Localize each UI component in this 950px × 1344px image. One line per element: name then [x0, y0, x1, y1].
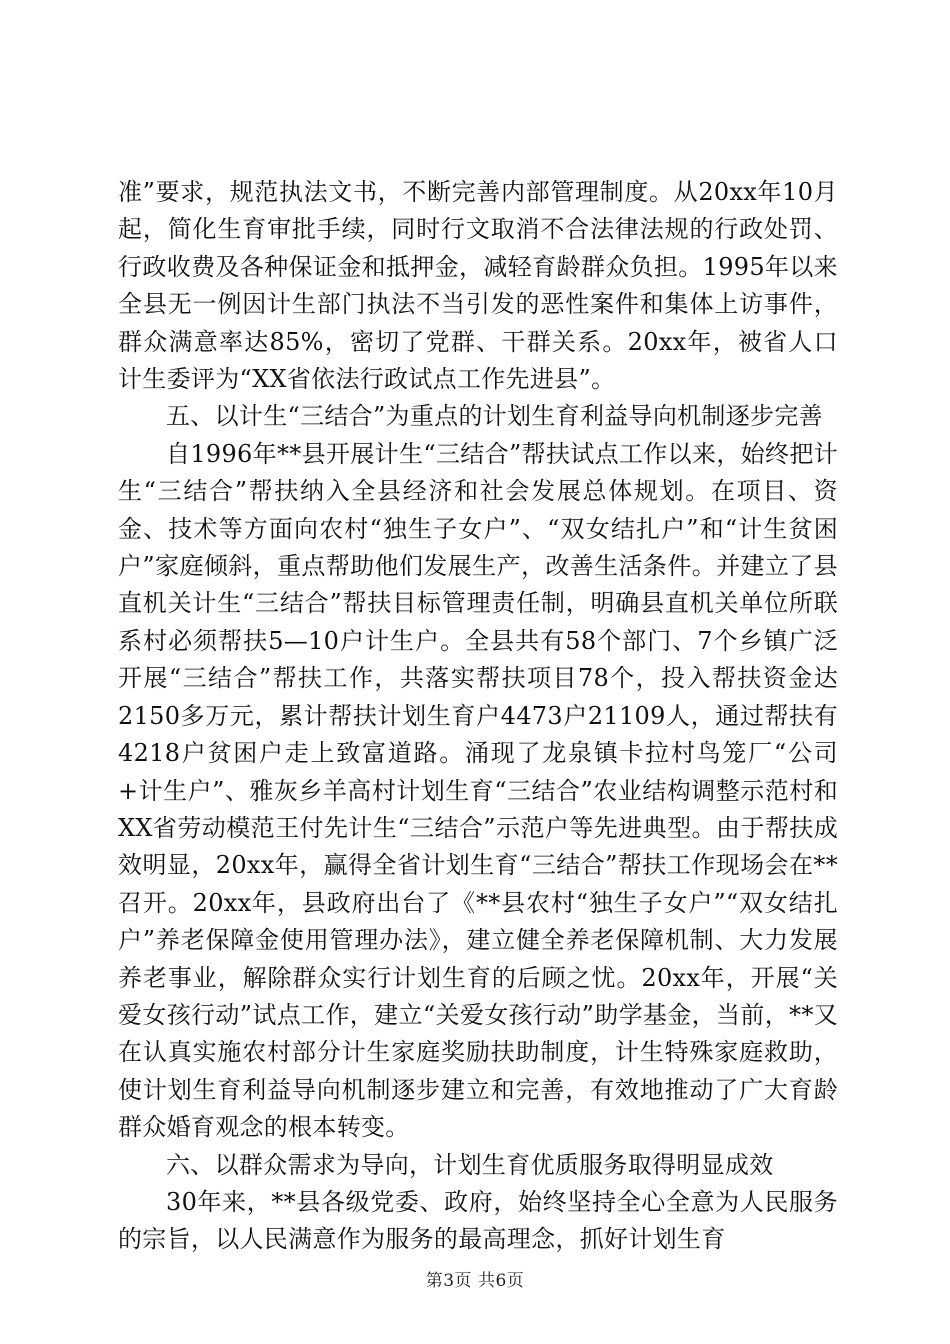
section-heading-five: 五、以计生“三结合”为重点的计划生育利益导向机制逐步完善: [166, 402, 823, 431]
document-body: [118, 174, 838, 1259]
paragraph-three-combinations: 自1996年**县开展计生“三结合”帮扶试点工作以来，始终把计生“三结合”帮扶纳入全县经济和社会发展总体规划。在项目、资金、技术等方面向农村“独生子女户”、“双女结扎户”和“计生贫困户”家庭倾斜，重点帮助他们发展生产，改善生活条件。并建立了县直机关计生“三结合”帮扶目标管理责任制，明确县直机关单位所联系村必须帮扶5—10户计生户。全县共有58个部门、7个乡镇广泛开展“三结合”帮扶工作，共落实帮扶项目78个，投入帮扶资金达2150多万元，累计帮扶计划生育户4473户21109人，通过帮扶有4218户贫困户走上致富道路。涌现了龙泉镇卡拉村鸟笼厂“公司+计生户”、雅灰乡羊高村计划生育“三结合”农业结构调整示范村和XX省劳动模范王付先计生“三结合”示范户等先进典型。由于帮扶成效明显，20xx年，赢得全省计划生育“三结合”帮扶工作现场会在**召开。20xx年，县政府出台了《**县农村“独生子女户”“双女结扎户”养老保障金使用管理办法》，建立健全养老保障机制、大力发展养老事业，解除群众实行计划生育的后顾之忧。20xx年，开展“关爱女孩行动”试点工作，建立“关爱女孩行动”助学基金，当前，**又在认真实施农村部分计生家庭奖励扶助制度，计生特殊家庭救助，使计划生育利益导向机制逐步建立和完善，有效地推动了广大育龄群众婚育观念的根本转变。: [118, 439, 838, 1142]
section-heading-six: 六、以群众需求为导向，计划生育优质服务取得明显成效: [166, 1150, 774, 1179]
page-footer: 第3页 共6页: [425, 1271, 525, 1291]
paragraph-quality-service: 30年来，**县各级党委、政府，始终坚持全心全意为人民服务的宗旨，以人民满意作为服务的最高理念，抓好计划生育: [118, 1187, 838, 1254]
paragraph-law-enforcement: 准”要求，规范执法文书，不断完善内部管理制度。从20xx年10月起，简化生育审批手续，同时行文取消不合法律法规的行政处罚、行政收费及各种保证金和抵押金，减轻育龄群众负担。1995年以来全县无一例因计生部门执法不当引发的恶性案件和集体上访事件，群众满意率达85%，密切了党群、干群关系。20xx年，被省人口计生委评为“XX省依法行政试点工作先进县”。: [118, 178, 838, 394]
